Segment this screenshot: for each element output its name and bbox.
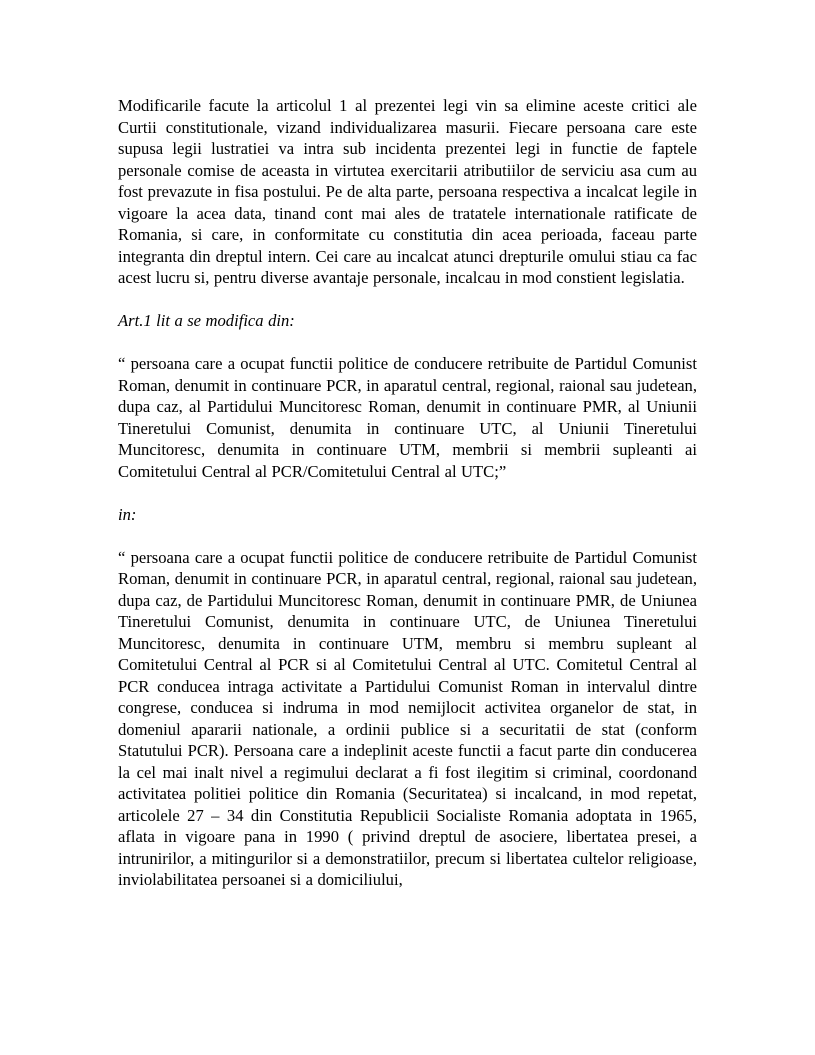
document-text-body xyxy=(118,95,697,891)
quote-modified-text: “ persoana care a ocupat functii politice de conducere retribuite de Partidul Comunist Roman, denumit in continuare PCR, in aparatul central, regional, raional sau judetean, dupa caz, de Partidului Muncitoresc Roman, denumit in continuare PMR, de Uniunea Tineretului Comunist, denumita in continuare UTC, de Uniunea Tineretului Muncitoresc, denumita in continuare UTM, membru si membru supleant al Comitetului Central al PCR si al Comitetului Central al UTC. Comitetul Central al PCR conducea intraga activitate a Partidului Comunist Roman in intervalul dintre congrese, conducea si indruma in mod nemijlocit activitea organelor de stat, in domeniul apararii nationale, a ordinii publice si a securitatii de stat (conform Statutului PCR). Persoana care a indeplinit aceste functii a facut parte din conducerea la cel mai inalt nivel a regimului declarat a fi fost ilegitim si criminal, coordonand activitatea politiei politice din Romania (Securitatea) si incalcand, in mod repetat, articolele 27 – 34 din Constitutia Republicii Socialiste Romania adoptata in 1965, aflata in vigoare pana in 1990 ( privind dreptul de asociere, libertatea presei, a intrunirilor, a mitingurilor si a demonstratiilor, precum si libertatea cultelor religioase, inviolabilitatea persoanei si a domiciliului, xyxy=(118,547,697,889)
heading-in: in: xyxy=(118,504,137,524)
quote-original-text: “ persoana care a ocupat functii politice de conducere retribuite de Partidul Comunist Roman, denumit in continuare PCR, in aparatul central, regional, raional sau judetean, dupa caz, al Partidului Muncitoresc Roman, denumit in continuare PMR, al Uniunii Tineretului Comunist, denumita in continuare UTC, al Uniunii Tineretului Muncitoresc, denumita in continuare UTM, membrii si membrii supleanti ai Comitetului Central al PCR/Comitetului Central al UTC;” xyxy=(118,354,697,481)
heading-article-modification: Art.1 lit a se modifica din: xyxy=(118,311,295,330)
paragraph-intro: Modificarile facute la articolul 1 al prezentei legi vin sa elimine aceste critici ale Curtii constitutionale, vizand individualizarea masurii. Fiecare persoana care este supusa legii lustratiei va intra sub incidenta prezentei legi in functie de faptele personale comise de aceasta in virtutea exercitarii atributiilor de serviciu asa cum au fost prevazute in fisa postului. Pe de alta parte, persoana respectiva a incalcat legile in vigoare la acea data, tinand cont mai ales de tratatele internationale ratificate de Romania, si care, in conformitate cu constitutia din acea perioada, faceau parte integranta din dreptul intern. Cei care au incalcat atunci drepturile omului stiau ca fac acest lucru si, pentru diverse avantaje personale, incalcau in mod constient legislatia. xyxy=(118,96,697,287)
